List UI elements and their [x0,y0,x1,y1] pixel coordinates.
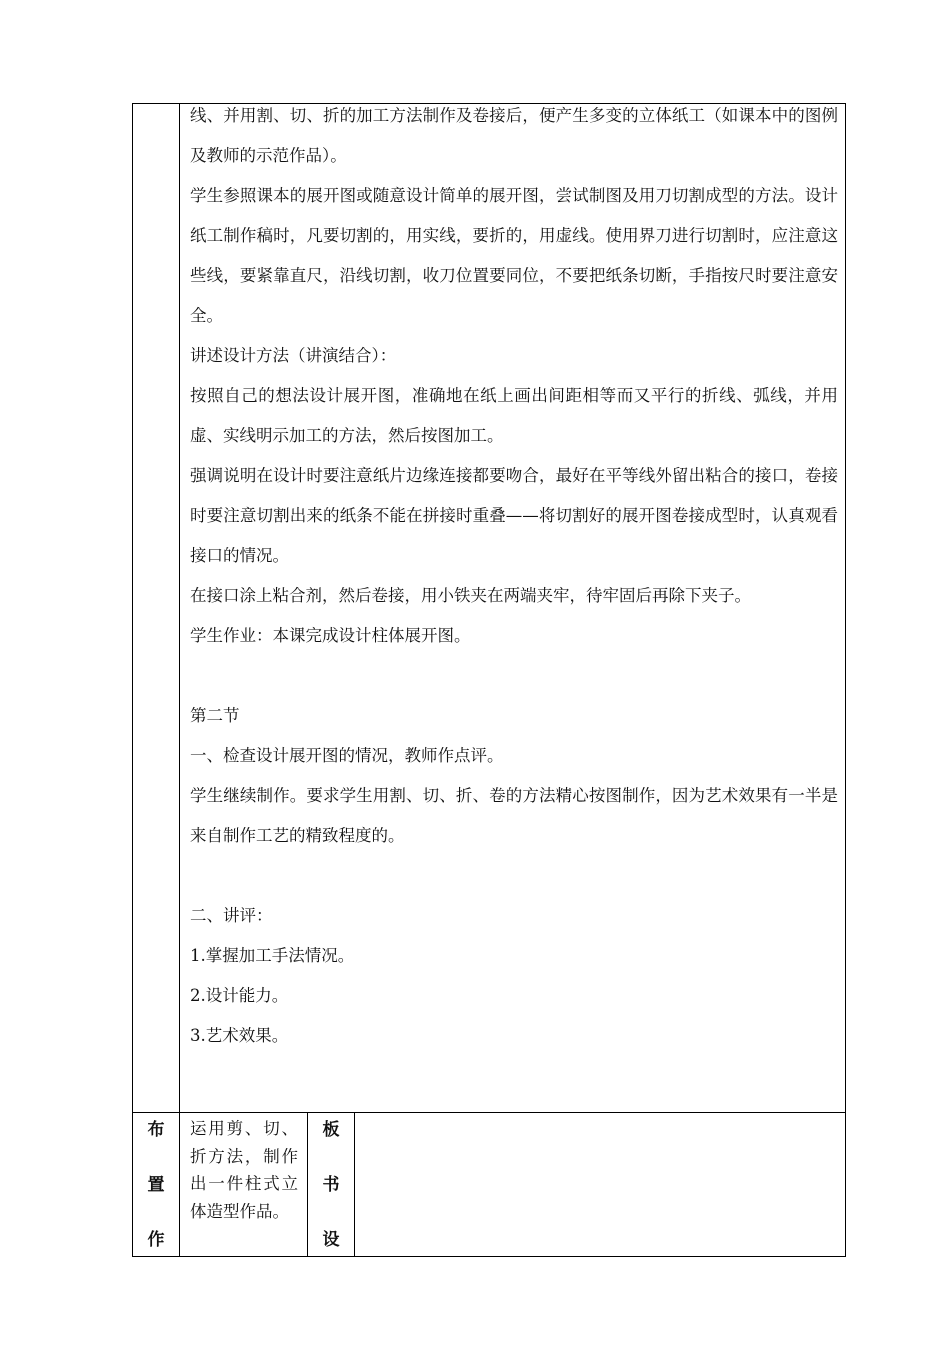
table-column-divider [179,103,180,1257]
paragraph: 二、讲评： [190,906,273,925]
table-bottom-border [132,1256,846,1257]
table-row-divider [132,1112,846,1113]
list-item: 2.设计能力。 [190,986,289,1005]
paragraph: 线、并用割、切、折的加工方法制作及卷接后，便产生多变的立体纸工（如课本中的图例及教师的示范作品）。 [190,106,838,165]
board-design-label: 板 书 设 [322,1120,340,1250]
section-heading: 第二节 [190,706,240,725]
paragraph: 一、检查设计展开图的情况，教师作点评。 [190,746,504,765]
paragraph: 强调说明在设计时要注意纸片边缘连接都要吻合，最好在平等线外留出粘合的接口，卷接时要注意切割出来的纸条不能在拼接时重叠——将切割好的展开图卷接成型时，认真观看接口的情况。 [190,466,838,565]
paragraph: 学生参照课本的展开图或随意设计简单的展开图，尝试制图及用刀切割成型的方法。设计纸工制作稿时，凡要切割的，用实线，要折的，用虚线。使用界刀进行切割时，应注意这些线，要紧靠直尺，沿线切割，收刀位置要同位，不要把纸条切断，手指按尺时要注意安全。 [190,186,838,325]
table-left-border [132,103,133,1257]
paragraph: 讲述设计方法（讲演结合）： [190,346,397,365]
table-right-border [845,103,846,1257]
blank-line [190,856,838,896]
paragraph: 按照自己的想法设计展开图，准确地在纸上画出间距相等而又平行的折线、弧线，并用虚、实线明示加工的方法，然后按图加工。 [190,386,838,445]
list-item: 1.掌握加工手法情况。 [190,946,355,965]
bottom-row-divider-2 [354,1112,355,1257]
board-design-content [362,1115,838,1250]
lesson-content [190,96,838,1056]
assignment-label: 布 置 作 [147,1120,165,1250]
paragraph: 学生继续制作。要求学生用割、切、折、卷的方法精心按图制作，因为艺术效果有一半是来自制作工艺的精致程度的。 [190,786,838,845]
paragraph: 学生作业：本课完成设计柱体展开图。 [190,626,471,645]
paragraph: 在接口涂上粘合剂，然后卷接，用小铁夹在两端夹牢，待牢固后再除下夹子。 [190,586,751,605]
bottom-row-divider-1 [307,1112,308,1257]
assignment-text: 运用剪、切、折方法，制作出一件柱式立体造型作品。 [190,1119,298,1221]
blank-line [190,656,838,696]
list-item: 3.艺术效果。 [190,1026,289,1045]
